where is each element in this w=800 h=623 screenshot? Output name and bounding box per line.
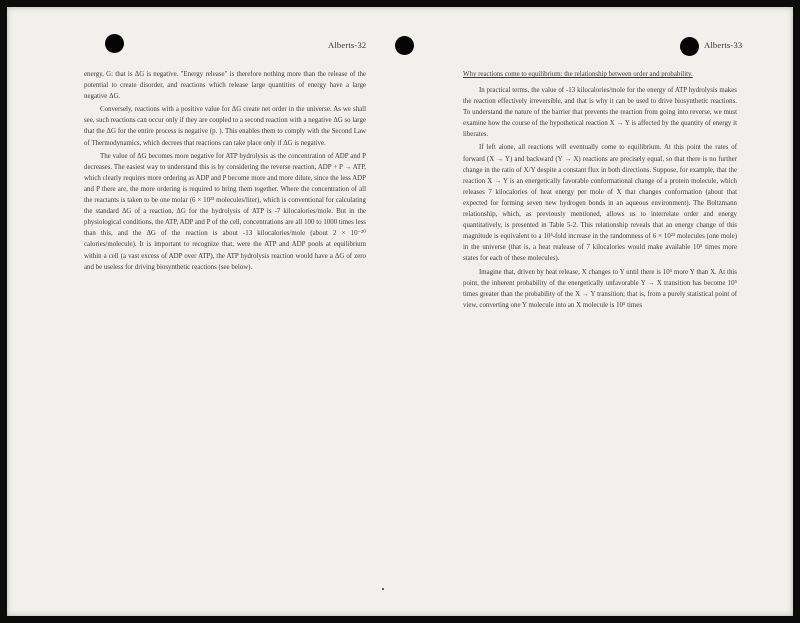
section-heading: Why reactions come to equilibrium: the relationship between order and probability. [463, 71, 693, 78]
left-paragraph: energy, G: that is ΔG is negative. "Energy release" is therefore nothing more than the release of the potential to create disorder, and reactions which release large quantities of energy have a large negative ΔG. [84, 71, 366, 101]
left-paragraph: Conversely, reactions with a positive value for ΔG create net order in the universe. As we shall see, such reactions can occur only if they are coupled to a second reaction with a negative ΔG so large that the ΔG for the entire process is negative (p. ). This enables them to comply with the Second Law of Thermodynamics, which decrees that reactions can take place only if ΔG is negative. [84, 106, 366, 147]
left-column [84, 69, 366, 275]
left-paragraph: The value of ΔG becomes more negative for ATP hydrolysis as the concentration of ADP and P decreases. The easiest way to understand this is by considering the reverse reaction, ADP + P → ATP, which clearly requires more ordering as ADP and P become more and more dilute, since the less ADP and P there are, the more ordering is required to bring them together. Where the concentration of all the reactants is taken to be one molar (6 × 10²³ molecules/liter), which is conventional for calculating the standard ΔG of a reaction, ΔG for the hydrolysis of ATP is -7 kilocalories/mole. But in the physiological conditions, the ATP, ADP and P of the cell, concentrations are all 100 to 1000 times less than this, and the ΔG of the reaction is about -13 kilocalories/mole (about 2 × 10⁻²⁰ calories/molecule). It is important to recognize that, were the ATP and ADP pools at equilibrium within a cell (a vast excess of ADP over ATP), the ATP hydrolysis reaction would have a ΔG of zero and be useless for driving biosynthetic reactions (see below). [84, 152, 366, 271]
binder-hole-right [680, 37, 699, 56]
right-column [463, 69, 737, 313]
page-mark [382, 588, 384, 590]
binder-hole-left [105, 34, 124, 53]
page-label-left: Alberts-32 [328, 40, 367, 50]
page-label-right: Alberts-33 [704, 40, 743, 50]
right-paragraph: If left alone, all reactions will eventually come to equilibrium. At this point the rates of forward (X → Y) and backward (Y → X) reactions are precisely equal, so that there is no further change in the ratio of X/Y despite a constant flux in both directions. Suppose, for example, that the reaction X → Y is an energetically favorable conformational change of a protein molecule, which releases 7 kilocalories of heat energy per mole of X that changes conformation (about that expected for forming seven new hydrogen bonds in an aqueous environment). The Boltzmann relationship, which, as previously mentioned, allows us to interrelate order and energy quantitatively, is presented in Table 5-2. This relationship reveals that an energy change of this magnitude is equivalent to a 10⁵-fold increase in the randomness of 6 × 10²³ molecules (one mole) in the universe (that is, a heat realease of 7 kilocalories would make available 10⁵ times more states for each of these molecules). [463, 144, 737, 263]
right-paragraph: Imagine that, driven by heat release, X changes to Y until there is 10⁵ more Y than X. At this point, the inherent probability of the energetically unfavorable Y → X transition has become 10⁵ times greater than the probability of the X → Y transition; that is, from a purely statistical point of view, converting one Y molecule into an X molecule is 10⁵ times [463, 268, 737, 309]
binder-hole-center [395, 36, 414, 55]
right-paragraph: In practical terms, the value of -13 kilocalories/mole for the energy of ATP hydrolysis makes the reaction effectively irreversible, and that is why it can be used to drive biosynthetic reactions. To understand the nature of the barrier that prevents the reaction from going into reverse, we must examine how the course of the hypothetical reaction X → Y is affected by the quantity of energy it liberates. [463, 87, 737, 139]
document-sheet [7, 7, 793, 616]
